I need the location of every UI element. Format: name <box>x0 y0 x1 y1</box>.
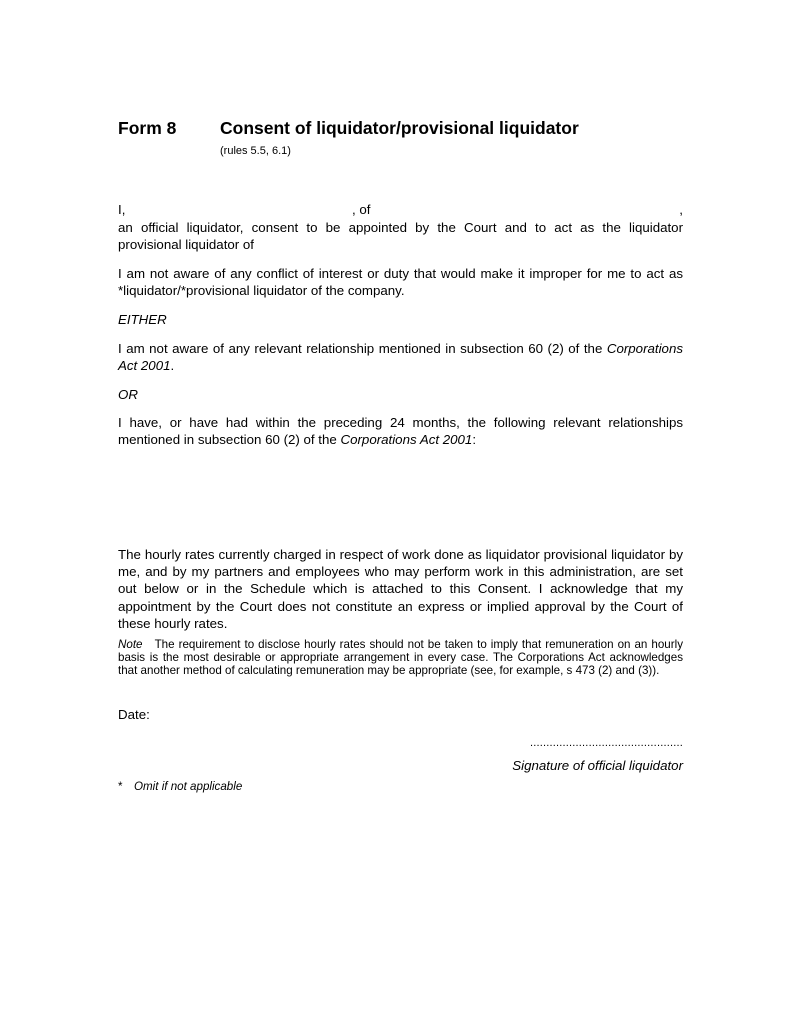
liquidator-address-field[interactable] <box>380 202 670 218</box>
date-label: Date: <box>118 707 150 722</box>
footnote-text: Omit if not applicable <box>134 780 243 793</box>
form-title: Consent of liquidator/provisional liquidator <box>220 118 579 138</box>
either-label: EITHER <box>118 312 167 327</box>
note-label: Note <box>118 638 143 651</box>
of-label: , of <box>352 202 371 217</box>
conflict-paragraph <box>118 265 683 299</box>
hourly-rates-text: The hourly rates currently charged in respect of work done as liquidator provisional liquidator by me, and by my partners and employees who may perform work in this administration, are set out below or in the Schedule which is attached to this Consent. I acknowledge that my appointment by the Court does not constitute an express or implied approval by the Court of these hourly rates. <box>118 547 683 631</box>
liquidator-identity-line <box>118 202 683 219</box>
or-label: OR <box>118 387 138 402</box>
or-heading <box>118 386 683 403</box>
note-block <box>118 638 683 677</box>
consent-paragraph <box>118 219 683 253</box>
footnote <box>118 780 242 793</box>
no-relationship-paragraph <box>118 340 683 374</box>
relationships-entry-area[interactable] <box>118 455 683 535</box>
period: . <box>170 358 175 374</box>
hourly-rates-paragraph <box>118 546 683 632</box>
trailing-comma: , <box>679 202 683 217</box>
date-field[interactable] <box>160 706 360 723</box>
act-name: Corporations Act 2001 <box>340 432 473 448</box>
note-text: The requirement to disclose hourly rates should not be taken to imply that remuneration on an hourly basis is the most desirable or appropriate arrangement in every case. The Corporations Act acknowledges that another method of calculating remuneration may be appropriate (see, for example, s 473 (2) and (3)). <box>118 638 683 678</box>
conflict-text: I am not aware of any conflict of interest or duty that would make it improper for me to act as *liquidator/*provisional liquidator of the company. <box>118 266 683 299</box>
colon: : <box>472 432 477 448</box>
relationships-paragraph <box>118 414 683 448</box>
relationships-text: I have, or have had within the preceding 24 months, the following relevant relationships mentioned in subsection 60 (2) of the <box>118 415 683 448</box>
form-rules-reference: (rules 5.5, 6.1) <box>220 145 291 157</box>
act-name: Corporations Act 2001 <box>118 341 683 374</box>
no-relationship-text: I am not aware of any relevant relationship mentioned in subsection 60 (2) of the <box>118 341 603 356</box>
signature-line[interactable]: ............................................... <box>529 737 683 749</box>
consent-text: an official liquidator, consent to be appointed by the Court and to act as the liquidator provisional liquidator of <box>118 220 683 253</box>
either-heading <box>118 311 683 328</box>
intro-prefix: I, <box>118 202 126 217</box>
signature-label: Signature of official liquidator <box>512 758 683 773</box>
form-number: Form 8 <box>118 118 177 138</box>
liquidator-name-field[interactable] <box>136 202 346 218</box>
footnote-marker: * <box>118 780 123 793</box>
